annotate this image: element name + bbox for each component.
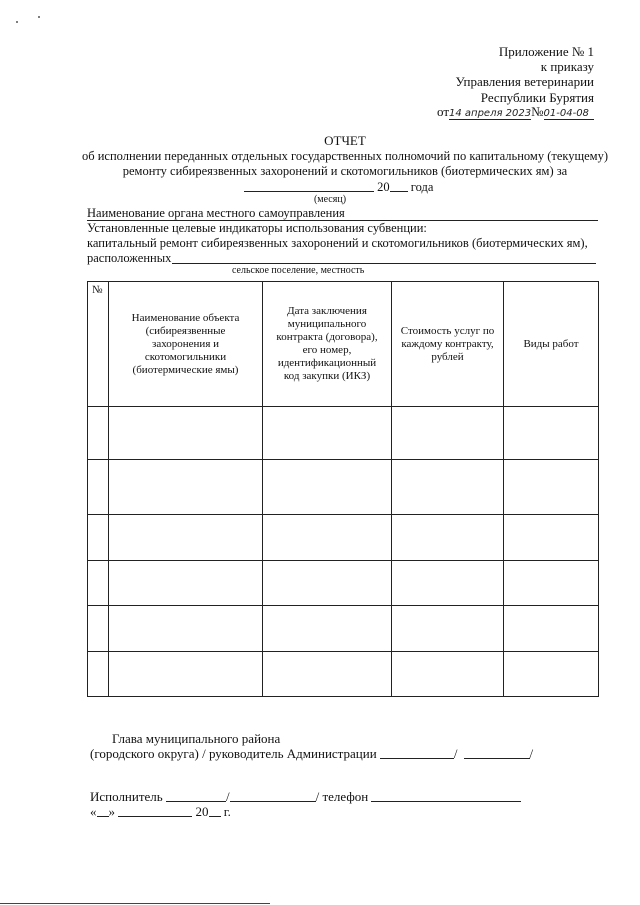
report-heading: ОТЧЕТ: [324, 133, 366, 148]
name-blank: [464, 746, 530, 759]
year-suffix: года: [410, 180, 434, 194]
executor-signature-blank: [166, 789, 226, 802]
order-ref: к приказу: [540, 59, 594, 74]
handwritten-date: 14 апреля 2023: [449, 108, 532, 119]
table-cell: [504, 460, 599, 515]
phone-label: / телефон: [315, 789, 369, 804]
located-label: расположенных: [87, 251, 172, 265]
executor-label: Исполнитель: [90, 789, 163, 804]
table-cell: [109, 652, 263, 697]
order-date-line: [437, 104, 594, 120]
appendix-number: Приложение № 1: [498, 44, 594, 59]
table-cell: [88, 407, 109, 460]
table-cell: [263, 407, 392, 460]
signature-title-line2: [90, 746, 533, 762]
table-cell: [392, 515, 504, 561]
table-row: [88, 407, 599, 460]
table-cell: [504, 561, 599, 606]
handwritten-order-number: 01-04-08: [544, 108, 594, 120]
table-cell: [504, 515, 599, 561]
table-row: [88, 606, 599, 652]
table-cell: [88, 561, 109, 606]
date-prefix: от: [437, 104, 450, 119]
col-header-object-name: Наименование объекта (сибиреязвенные захоронения и скотомогильники (биотермические ямы): [109, 282, 263, 407]
signature-separator: /: [453, 746, 458, 761]
indicators-label: Установленные целевые индикаторы использования субвенции:: [87, 221, 427, 235]
table-row: [88, 561, 599, 606]
executor-separator: /: [225, 789, 230, 804]
table-cell: [263, 652, 392, 697]
quote-close: »: [108, 804, 115, 819]
scan-edge-line: [0, 903, 270, 904]
table-cell: [263, 606, 392, 652]
table-cell: [88, 606, 109, 652]
table-cell: [109, 407, 263, 460]
executor-line: [90, 789, 521, 805]
org-label: Наименование органа местного самоуправления: [87, 206, 345, 220]
report-subtitle-line2: ремонту сибиреязвенных захоронений и скотомогильников (биотермических ям) за: [122, 164, 568, 178]
table-header-row: [88, 282, 599, 407]
phone-blank: [371, 789, 521, 802]
republic-name: Республики Бурятия: [480, 90, 594, 105]
table-cell: [392, 606, 504, 652]
table-cell: [109, 606, 263, 652]
table-cell: [263, 561, 392, 606]
executor-year-prefix: 20: [195, 804, 209, 819]
col-header-contract-date: Дата заключения муниципального контракта (договора), его номер, идентификационный код закупки (ИКЗ): [263, 282, 392, 407]
number-prefix: №: [531, 104, 544, 119]
settlement-caption: сельское поселение, местность: [232, 265, 365, 276]
signature-title-text: (городского округа) / руководитель Администрации: [90, 746, 377, 761]
table-cell: [392, 652, 504, 697]
table-cell: [392, 407, 504, 460]
month-blank: [244, 179, 374, 192]
table-row: [88, 460, 599, 515]
table-cell: [504, 606, 599, 652]
executor-name-blank: [230, 789, 316, 802]
table-cell: [109, 460, 263, 515]
table-cell: [88, 515, 109, 561]
scan-speck: [16, 21, 18, 23]
table-cell: [109, 515, 263, 561]
report-subtitle-line1: об исполнении переданных отдельных государственных полномочий по капитальному (текущему): [81, 149, 609, 163]
col-header-number: №: [88, 282, 109, 407]
month-blank-executor: [118, 804, 192, 817]
table-row: [88, 652, 599, 697]
located-underline: [172, 263, 596, 264]
day-blank: [97, 804, 109, 817]
executor-year-blank: [209, 804, 221, 817]
report-period-line: [244, 179, 433, 195]
scan-speck: [38, 16, 40, 18]
report-table: [87, 281, 599, 697]
year-prefix: 20: [377, 180, 390, 194]
table-cell: [504, 652, 599, 697]
table-cell: [504, 407, 599, 460]
table-cell: [392, 460, 504, 515]
month-caption: (месяц): [313, 194, 347, 205]
department-name: Управления ветеринарии: [455, 74, 594, 89]
signature-blank: [380, 746, 454, 759]
col-header-work-types: Виды работ: [504, 282, 599, 407]
indicators-text: капитальный ремонт сибиреязвенных захоронений и скотомогильников (биотермических ям),: [87, 236, 588, 250]
table-cell: [263, 515, 392, 561]
col-header-service-cost: Стоимость услуг по каждому контракту, рублей: [392, 282, 504, 407]
table-cell: [109, 561, 263, 606]
table-cell: [88, 652, 109, 697]
table-cell: [392, 561, 504, 606]
signature-title-line1: Глава муниципального района: [112, 731, 281, 746]
table-row: [88, 515, 599, 561]
table-cell: [263, 460, 392, 515]
signature-separator-end: /: [529, 746, 534, 761]
year-blank: [390, 179, 408, 192]
table-cell: [88, 460, 109, 515]
quote-open: «: [90, 804, 97, 819]
executor-year-suffix: г.: [223, 804, 231, 819]
executor-date-line: [90, 804, 231, 820]
